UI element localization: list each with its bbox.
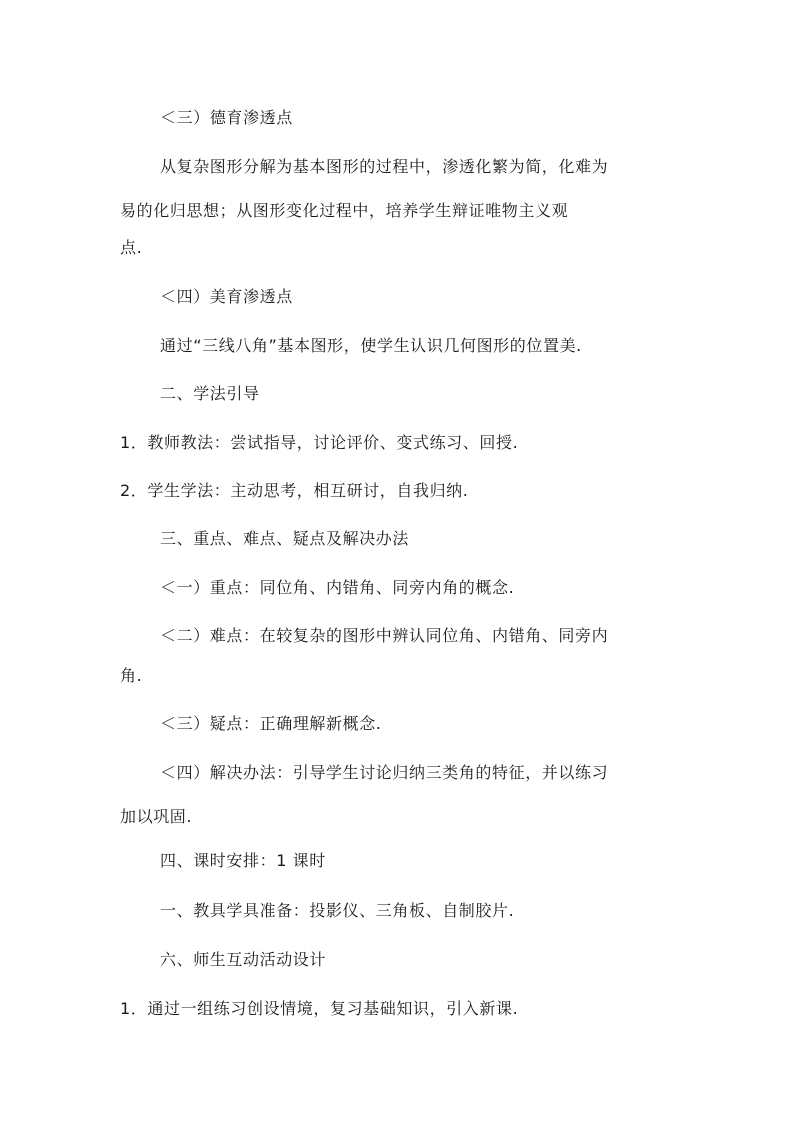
paragraph-line: 从复杂图形分解为基本图形的过程中，渗透化繁为简，化难为	[160, 157, 609, 176]
section-heading-moral-education: ＜三）德育渗透点	[160, 108, 293, 127]
paragraph-line: 角.	[120, 666, 143, 685]
section-heading-aesthetic-education: ＜四）美育渗透点	[160, 287, 293, 306]
section-heading-schedule: 四、课时安排：1 课时	[160, 851, 326, 870]
section-heading-materials: 一、教具学具准备：投影仪、三角板、自制胶片.	[160, 901, 515, 920]
paragraph-line: ＜三）疑点：正确理解新概念.	[160, 714, 382, 733]
list-item: 1．通过一组练习创设情境，复习基础知识，引入新课.	[120, 999, 519, 1018]
section-heading-key-points: 三、重点、难点、疑点及解决办法	[160, 529, 410, 548]
list-item: 2．学生学法：主动思考，相互研讨，自我归纳.	[120, 481, 469, 500]
list-item: 1．教师教法：尝试指导，讨论评价、变式练习、回授.	[120, 433, 519, 452]
paragraph-line: 点.	[120, 238, 143, 257]
paragraph-line: 易的化归思想；从图形变化过程中，培养学生辩证唯物主义观	[120, 201, 569, 220]
paragraph-line: ＜一）重点：同位角、内错角、同旁内角的概念.	[160, 578, 515, 597]
paragraph-line: 通过“三线八角”基本图形，使学生认识几何图形的位置美.	[160, 336, 582, 355]
section-heading-study-method: 二、学法引导	[160, 384, 260, 403]
paragraph-line: 加以巩固.	[120, 807, 193, 826]
paragraph-line: ＜二）难点：在较复杂的图形中辨认同位角、内错角、同旁内	[160, 626, 609, 645]
section-heading-activity-design: 六、师生互动活动设计	[160, 950, 327, 969]
paragraph-line: ＜四）解决办法：引导学生讨论归纳三类角的特征，并以练习	[160, 763, 609, 782]
